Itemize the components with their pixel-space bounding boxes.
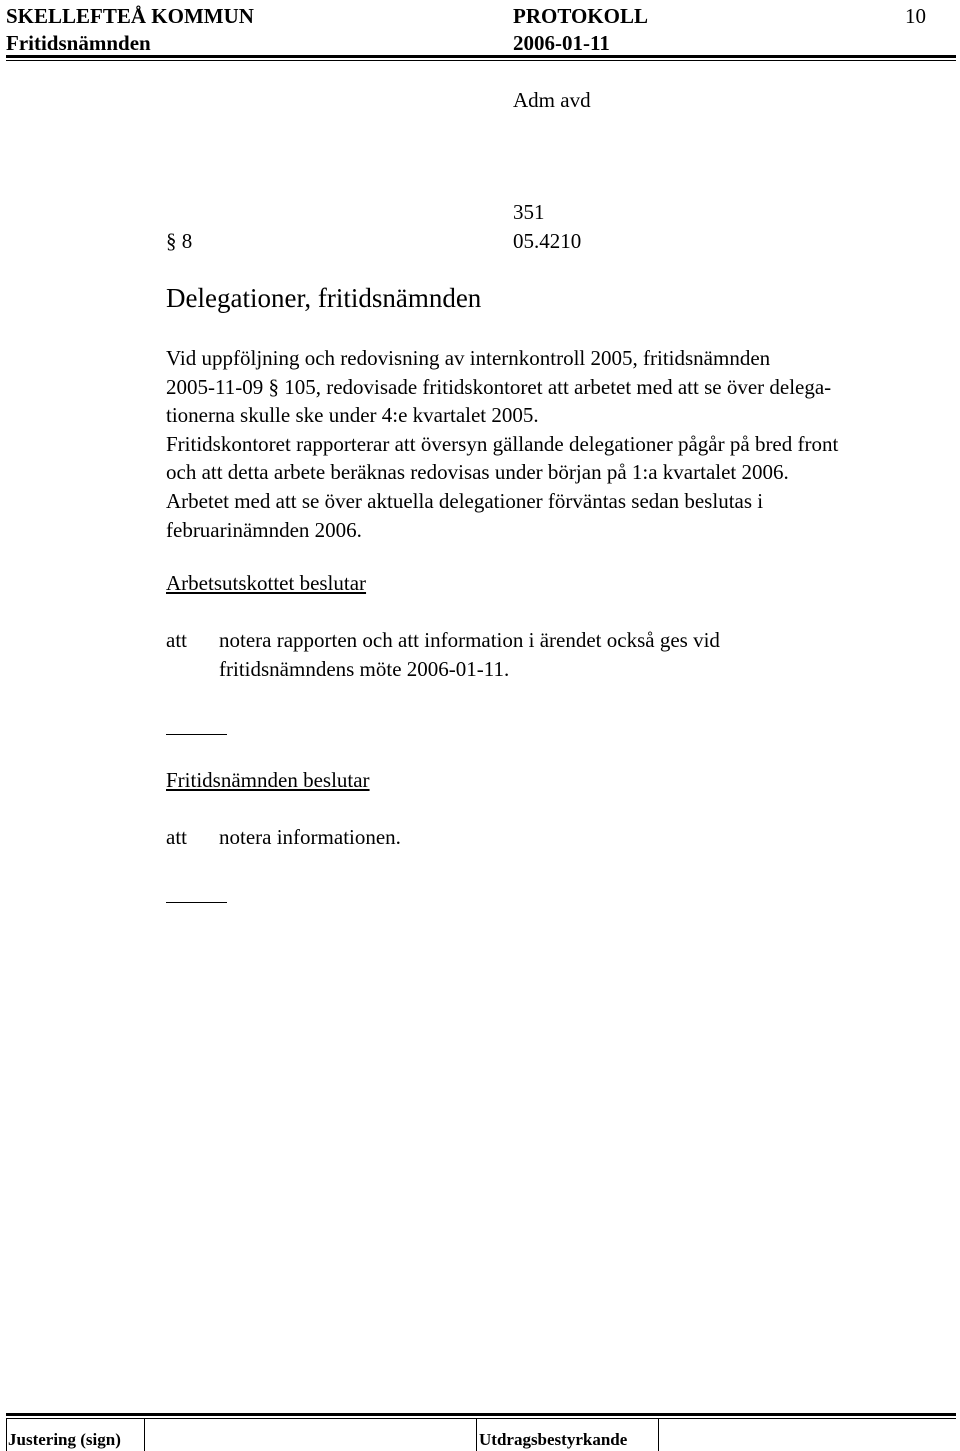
decision-line: fritidsnämndens möte 2006-01-11. xyxy=(219,657,510,681)
paragraph-line: Vid uppföljning och redovisning av internkontroll 2005, fritidsnämnden xyxy=(166,346,771,370)
footer-rule xyxy=(6,1413,956,1416)
board-decision-heading: Fritidsnämnden beslutar xyxy=(166,768,370,792)
header-rule-thin xyxy=(6,60,956,61)
body-paragraph xyxy=(166,344,956,544)
footer-divider xyxy=(476,1418,477,1451)
justering-label: Justering (sign) xyxy=(8,1430,121,1449)
footer-divider xyxy=(6,1418,7,1451)
separator-line xyxy=(166,734,227,735)
paragraph-line: tionerna skulle ske under 4:e kvartalet 2005. xyxy=(166,403,539,428)
footer-divider xyxy=(144,1418,145,1451)
section-title: Delegationer, fritidsnämnden xyxy=(166,283,482,313)
paragraph-line: Arbetet med att se över aktuella delegationer förväntas sedan beslutas i xyxy=(166,488,764,513)
paragraph-line: 2005-11-09 § 105, redovisade fritidskontoret att arbetet med att se över delega- xyxy=(166,374,832,399)
document-type: PROTOKOLL xyxy=(513,4,648,28)
att-label: att xyxy=(166,628,187,652)
separator-line xyxy=(166,902,227,903)
organization-name: SKELLEFTEÅ KOMMUN xyxy=(6,4,254,28)
utdragsbestyrkande-label: Utdragsbestyrkande xyxy=(479,1430,628,1449)
paragraph-line: Fritidskontoret rapporterar att översyn gällande delegationer pågår på bred front xyxy=(166,431,839,456)
department-label: Adm avd xyxy=(513,88,591,112)
section-number: § 8 xyxy=(166,229,193,253)
footer-rule-thin xyxy=(6,1418,956,1419)
page-number: 10 xyxy=(905,4,926,28)
paragraph-line: och att detta arbete beräknas redovisas under början på 1:a kvartalet 2006. xyxy=(166,460,789,485)
decision-line: notera informationen. xyxy=(219,825,401,849)
case-number: 351 xyxy=(513,200,545,224)
meeting-date: 2006-01-11 xyxy=(513,31,610,55)
att-label: att xyxy=(166,825,187,849)
case-code: 05.4210 xyxy=(513,229,582,253)
footer-divider xyxy=(658,1418,659,1451)
header-rule xyxy=(6,55,956,58)
decision-line: notera rapporten och att information i ärendet också ges vid xyxy=(219,628,720,652)
paragraph-line: februarinämnden 2006. xyxy=(166,517,362,542)
committee-name: Fritidsnämnden xyxy=(6,31,151,55)
working-committee-heading: Arbetsutskottet beslutar xyxy=(166,571,367,595)
